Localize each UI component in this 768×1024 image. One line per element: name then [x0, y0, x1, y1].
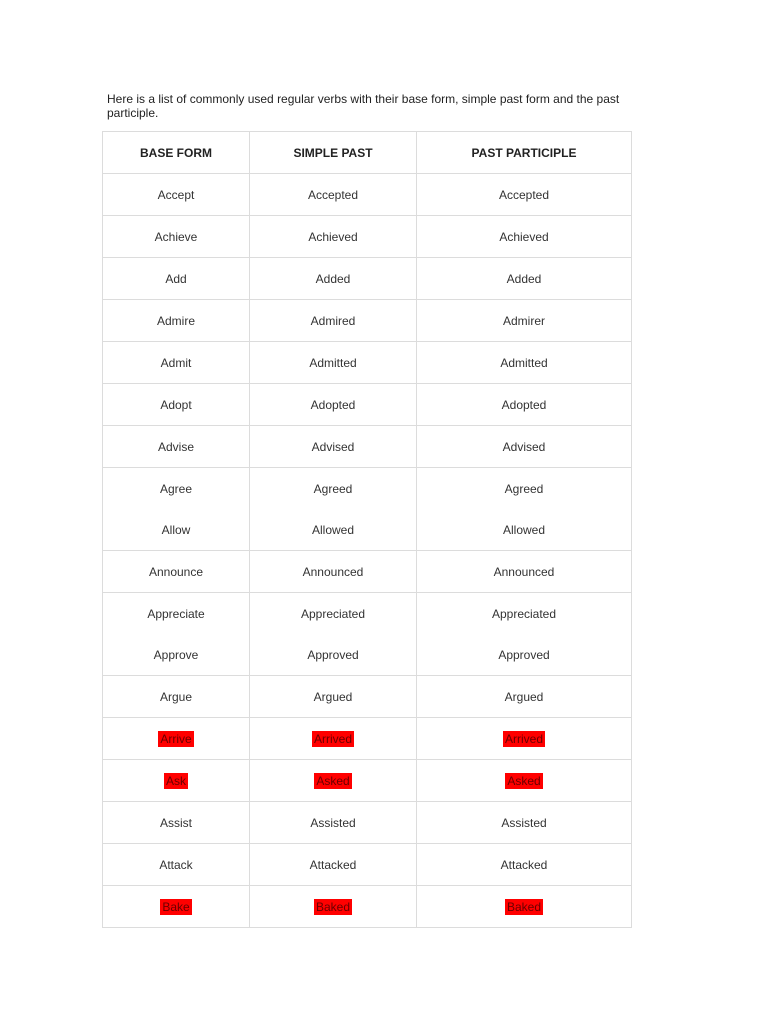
- cell-simple-past: [250, 718, 417, 760]
- verb-text: Asked: [507, 773, 541, 788]
- table-row: [103, 468, 632, 510]
- verb-text: Attacked: [500, 857, 548, 872]
- verb-text: Advised: [311, 439, 355, 454]
- table-row: [103, 300, 632, 342]
- verb-text: Adopted: [310, 397, 356, 412]
- cell-simple-past: [250, 844, 417, 886]
- cell-past-participle: [417, 760, 632, 802]
- cell-base-form: [103, 844, 250, 886]
- cell-simple-past: [250, 593, 417, 635]
- cell-simple-past: [250, 676, 417, 718]
- verb-text: Assist: [159, 815, 192, 830]
- cell-base-form: [103, 216, 250, 258]
- verb-text: Assisted: [310, 815, 356, 830]
- cell-simple-past: [250, 886, 417, 928]
- cell-base-form: [103, 509, 250, 551]
- cell-base-form: [103, 384, 250, 426]
- cell-base-form: [103, 342, 250, 384]
- verb-text: Appreciate: [147, 606, 205, 621]
- cell-simple-past: [250, 342, 417, 384]
- verb-text: Announce: [148, 564, 204, 579]
- cell-base-form: [103, 676, 250, 718]
- table-row: [103, 258, 632, 300]
- table-row: [103, 593, 632, 635]
- cell-simple-past: [250, 760, 417, 802]
- cell-base-form: [103, 760, 250, 802]
- verb-text: Appreciated: [491, 606, 557, 621]
- intro-text: Here is a list of commonly used regular verbs with their base form, simple past form and the past participle.: [107, 92, 620, 120]
- cell-simple-past: [250, 258, 417, 300]
- verb-text: Advised: [502, 439, 546, 454]
- verb-text: Announced: [302, 564, 364, 579]
- verb-text: Added: [506, 271, 542, 286]
- verb-text: Baked: [315, 899, 351, 914]
- verb-text: Arrived: [504, 731, 543, 746]
- cell-past-participle: [417, 802, 632, 844]
- verb-text: Attacked: [309, 857, 357, 872]
- verb-text: Admitted: [500, 355, 548, 370]
- table-row: [103, 342, 632, 384]
- cell-base-form: [103, 468, 250, 510]
- cell-past-participle: [417, 509, 632, 551]
- verb-text: Admire: [156, 313, 195, 328]
- table-row: [103, 718, 632, 760]
- cell-simple-past: [250, 551, 417, 593]
- verb-text: Argued: [313, 689, 353, 704]
- verb-text: Accept: [157, 187, 195, 202]
- verb-text: Approved: [307, 647, 359, 662]
- table-row: [103, 802, 632, 844]
- verb-text: Argue: [159, 689, 193, 704]
- cell-base-form: [103, 802, 250, 844]
- verb-table-body: [103, 174, 632, 928]
- verb-text: Arrive: [160, 731, 192, 746]
- cell-past-participle: [417, 886, 632, 928]
- table-row: [103, 509, 632, 551]
- cell-past-participle: [417, 426, 632, 468]
- cell-past-participle: [417, 174, 632, 216]
- verb-text: Add: [165, 271, 187, 286]
- verb-text: Asked: [316, 773, 350, 788]
- cell-simple-past: [250, 384, 417, 426]
- cell-past-participle: [417, 593, 632, 635]
- verb-text: Agree: [159, 481, 193, 496]
- verb-text: Allow: [161, 522, 191, 537]
- verb-text: Added: [315, 271, 351, 286]
- verb-text: Baked: [506, 899, 542, 914]
- cell-past-participle: [417, 844, 632, 886]
- verb-text: Admired: [310, 313, 356, 328]
- verb-text: Achieved: [308, 229, 358, 244]
- cell-base-form: [103, 634, 250, 676]
- cell-base-form: [103, 426, 250, 468]
- cell-base-form: [103, 593, 250, 635]
- verb-text: Accepted: [307, 187, 359, 202]
- verb-text: Adopt: [160, 397, 192, 412]
- verb-text: Approved: [498, 647, 550, 662]
- table-row: [103, 174, 632, 216]
- table-row: [103, 384, 632, 426]
- cell-base-form: [103, 718, 250, 760]
- verb-text: Achieve: [154, 229, 198, 244]
- cell-simple-past: [250, 468, 417, 510]
- verb-text: Admirer: [502, 313, 545, 328]
- verb-text: Arrived: [313, 731, 352, 746]
- cell-past-participle: [417, 258, 632, 300]
- cell-past-participle: [417, 384, 632, 426]
- cell-past-participle: [417, 718, 632, 760]
- verb-text: Announced: [493, 564, 555, 579]
- table-row: [103, 551, 632, 593]
- cell-simple-past: [250, 802, 417, 844]
- header-simple-past: SIMPLE PAST: [250, 132, 417, 174]
- cell-past-participle: [417, 216, 632, 258]
- table-row: [103, 844, 632, 886]
- cell-simple-past: [250, 174, 417, 216]
- cell-past-participle: [417, 342, 632, 384]
- verb-text: Ask: [165, 773, 186, 788]
- cell-base-form: [103, 551, 250, 593]
- table-row: [103, 886, 632, 928]
- cell-base-form: [103, 300, 250, 342]
- cell-past-participle: [417, 468, 632, 510]
- cell-past-participle: [417, 551, 632, 593]
- table-row: [103, 760, 632, 802]
- verb-text: Agreed: [313, 481, 353, 496]
- verb-text: Attack: [159, 857, 193, 872]
- verb-text: Advise: [157, 439, 195, 454]
- table-row: [103, 634, 632, 676]
- verb-text: Assisted: [501, 815, 547, 830]
- verb-text: Agreed: [504, 481, 544, 496]
- verb-text: Appreciated: [300, 606, 366, 621]
- cell-simple-past: [250, 509, 417, 551]
- cell-simple-past: [250, 426, 417, 468]
- cell-simple-past: [250, 634, 417, 676]
- header-row: [103, 132, 632, 174]
- table-row: [103, 216, 632, 258]
- header-base-form: BASE FORM: [103, 132, 250, 174]
- verb-text: Achieved: [499, 229, 549, 244]
- cell-past-participle: [417, 676, 632, 718]
- verb-text: Allowed: [311, 522, 355, 537]
- verb-text: Argued: [504, 689, 544, 704]
- cell-simple-past: [250, 300, 417, 342]
- cell-simple-past: [250, 216, 417, 258]
- table-row: [103, 676, 632, 718]
- header-past-participle: PAST PARTICIPLE: [417, 132, 632, 174]
- cell-base-form: [103, 174, 250, 216]
- table-row: [103, 426, 632, 468]
- verb-text: Adopted: [501, 397, 547, 412]
- verb-text: Accepted: [498, 187, 550, 202]
- cell-base-form: [103, 258, 250, 300]
- verb-text: Admit: [160, 355, 192, 370]
- verb-text: Approve: [153, 647, 199, 662]
- cell-base-form: [103, 886, 250, 928]
- verb-table: [102, 131, 632, 928]
- verb-text: Admitted: [309, 355, 357, 370]
- cell-past-participle: [417, 634, 632, 676]
- cell-past-participle: [417, 300, 632, 342]
- verb-text: Allowed: [502, 522, 546, 537]
- verb-text: Bake: [162, 899, 190, 914]
